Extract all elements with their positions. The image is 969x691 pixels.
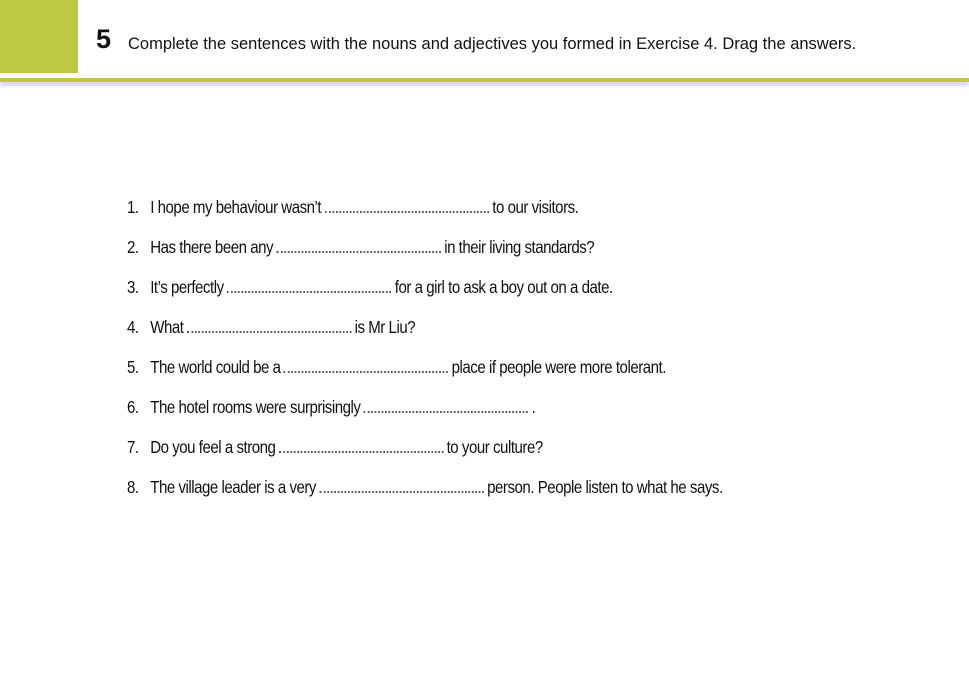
sentence-number: 3. (127, 277, 139, 297)
sentence-8 (127, 476, 723, 516)
answer-drop-gap-1[interactable] (325, 201, 489, 213)
sentence-1 (127, 196, 723, 236)
answer-drop-gap-5[interactable] (284, 361, 448, 373)
sentence-text-after: for a girl to ask a boy out on a date. (394, 277, 613, 297)
sentence-text-before: It’s perfectly (150, 277, 224, 297)
answer-drop-gap-2[interactable] (277, 241, 441, 253)
sentence-number: 7. (127, 437, 139, 457)
sentence-text-before: Has there been any (150, 237, 274, 257)
sentence-number: 6. (127, 397, 139, 417)
sentence-text-after: to our visitors. (492, 197, 579, 217)
sentence-5 (127, 356, 723, 396)
answer-drop-gap-3[interactable] (227, 281, 391, 293)
sentence-number: 2. (127, 237, 139, 257)
sentence-text-before: I hope my behaviour wasn’t (150, 197, 322, 217)
exercise-instruction: Complete the sentences with the nouns and adjectives you formed in Exercise 4. Drag the answers. (128, 35, 857, 53)
sentence-4 (127, 316, 723, 356)
sentence-number: 8. (127, 477, 139, 497)
header-accent-block (0, 0, 78, 73)
sentence-text-after: in their living standards? (444, 237, 595, 257)
answer-drop-gap-7[interactable] (279, 441, 443, 453)
sentence-3 (127, 276, 723, 316)
sentence-text-before: The hotel rooms were surprisingly (150, 397, 361, 417)
sentence-2 (127, 236, 723, 276)
header-divider (0, 78, 969, 82)
sentence-number: 5. (127, 357, 139, 377)
sentence-text-after: to your culture? (446, 437, 543, 457)
answer-drop-gap-4[interactable] (187, 321, 351, 333)
sentence-6 (127, 396, 723, 436)
sentence-text-before: What (150, 317, 184, 337)
sentence-text-after: . (531, 397, 536, 417)
sentence-7 (127, 436, 723, 476)
sentence-list (127, 196, 820, 516)
exercise-number: 5 (96, 24, 112, 54)
sentence-text-after: person. People listen to what he says. (487, 477, 723, 497)
sentence-text-before: The world could be a (150, 357, 281, 377)
sentence-text-after: is Mr Liu? (354, 317, 416, 337)
sentence-text-before: Do you feel a strong (150, 437, 276, 457)
sentence-number: 4. (127, 317, 139, 337)
sentence-number: 1. (127, 197, 139, 217)
answer-drop-gap-6[interactable] (364, 401, 528, 413)
answer-drop-gap-8[interactable] (319, 481, 483, 493)
sentence-text-after: place if people were more tolerant. (451, 357, 666, 377)
sentence-text-before: The village leader is a very (150, 477, 316, 497)
